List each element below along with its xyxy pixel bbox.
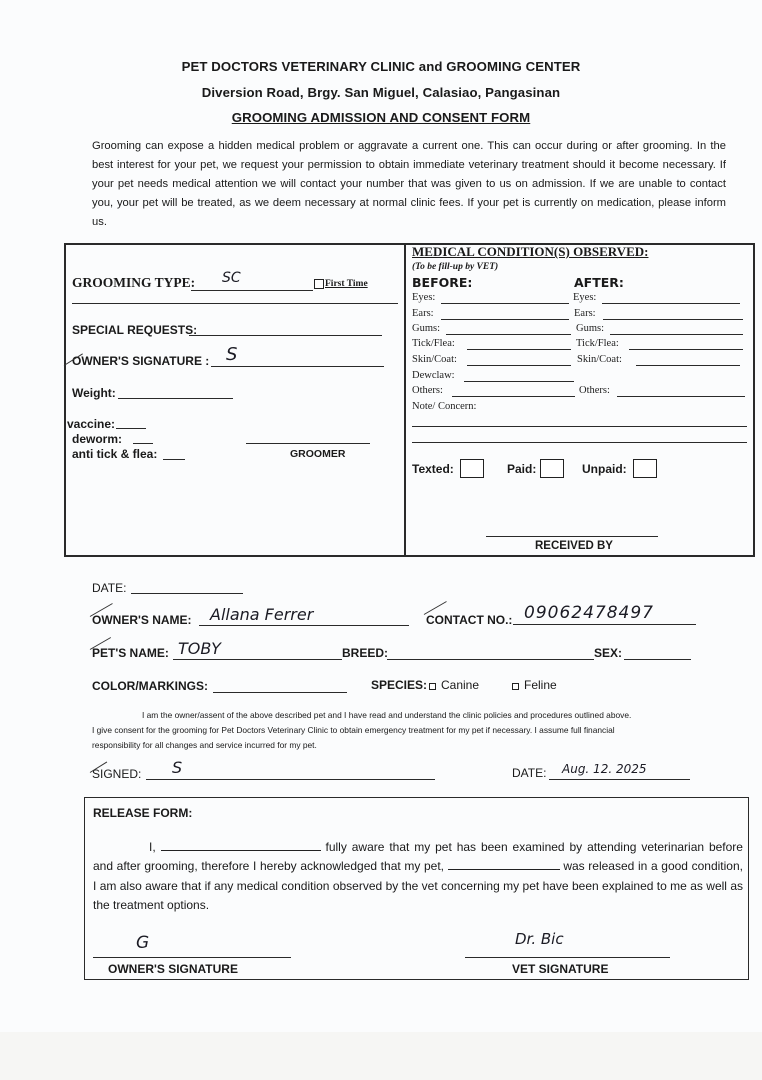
pet-name-input[interactable]: TOBY <box>178 639 221 658</box>
canine-label: Canine <box>441 678 480 692</box>
after-gums-label: Gums: <box>576 323 605 334</box>
vaccine-label: vaccine: <box>67 417 116 431</box>
consent-line-3: responsibility for all changes and service incurred for my pet. <box>92 740 317 750</box>
date-label: DATE: <box>92 581 127 595</box>
before-tickflea-label: Tick/Flea: <box>412 338 455 349</box>
release-pet-name-input[interactable] <box>448 858 560 870</box>
owner-signature-line <box>211 366 384 367</box>
consent-date-input[interactable]: Aug. 12. 2025 <box>562 762 647 776</box>
anti-tick-input[interactable] <box>163 459 185 460</box>
color-markings-input[interactable] <box>213 692 347 693</box>
clinic-name: PET DOCTORS VETERINARY CLINIC and GROOMING CENTER <box>181 59 581 74</box>
release-owner-signature-line <box>93 957 291 958</box>
signed-input[interactable]: S <box>172 758 183 777</box>
after-tickflea-input[interactable] <box>629 349 743 350</box>
after-gums-input[interactable] <box>610 334 743 335</box>
weight-label: Weight: <box>72 386 116 400</box>
before-tickflea-input[interactable] <box>467 349 571 350</box>
vet-signature-line <box>465 957 670 958</box>
species-label: SPECIES: <box>371 678 428 692</box>
before-gums-input[interactable] <box>446 334 571 335</box>
note-concern-label: Note/ Concern: <box>412 401 477 412</box>
special-requests-label: SPECIAL REQUESTS: <box>72 323 198 337</box>
release-form-text <box>93 838 743 916</box>
before-eyes-label: Eyes: <box>412 292 436 303</box>
paper-edge <box>0 1032 762 1080</box>
groomer-signature-line[interactable] <box>246 443 370 444</box>
deworm-input[interactable] <box>133 443 153 444</box>
paid-checkbox[interactable] <box>540 459 564 478</box>
owner-name-input[interactable]: Allana Ferrer <box>210 605 314 624</box>
after-skincoat-input[interactable] <box>636 365 740 366</box>
texted-checkbox[interactable] <box>460 459 484 478</box>
medical-title: MEDICAL CONDITION(S) OBSERVED: <box>412 244 649 259</box>
feline-label: Feline <box>524 678 557 692</box>
after-eyes-label: Eyes: <box>573 292 597 303</box>
grooming-type-line-2 <box>72 303 398 304</box>
sex-input[interactable] <box>624 659 691 660</box>
signed-label: SIGNED: <box>92 767 142 781</box>
texted-label: Texted: <box>412 462 454 476</box>
grooming-type-input[interactable]: SC <box>222 270 241 286</box>
note-concern-line-1[interactable] <box>412 426 747 427</box>
form-title: GROOMING ADMISSION AND CONSENT FORM <box>231 110 531 125</box>
consent-line-2: I give consent for the grooming for Pet Doctors Veterinary Clinic to obtain emergency treatment for my pet if necessary. I assume full financial <box>92 725 615 735</box>
owner-name-label: OWNER'S NAME: <box>92 613 192 627</box>
consent-date-label: DATE: <box>512 766 547 780</box>
after-others-label: Others: <box>579 385 610 396</box>
before-skincoat-input[interactable] <box>467 365 571 366</box>
vet-signature-input[interactable]: Dr. Bic <box>515 930 564 948</box>
after-label: AFTER: <box>574 275 624 290</box>
unpaid-label: Unpaid: <box>582 462 627 476</box>
groomer-label: GROOMER <box>290 448 346 460</box>
consent-date-line <box>549 779 690 780</box>
release-owner-name-input[interactable] <box>161 839 321 851</box>
box-divider <box>404 244 406 556</box>
date-input[interactable] <box>131 593 243 594</box>
pet-name-line <box>173 659 342 660</box>
contact-label: CONTACT NO.: <box>426 613 513 627</box>
pet-name-label: PET'S NAME: <box>92 646 169 660</box>
anti-tick-label: anti tick & flea: <box>72 447 158 461</box>
owner-signature-input[interactable]: S <box>226 344 238 365</box>
deworm-label: deworm: <box>72 432 123 446</box>
feline-checkbox[interactable] <box>512 683 519 690</box>
medical-subtitle: (To be fill-up by VET) <box>412 262 499 272</box>
grooming-type-line <box>191 290 313 291</box>
release-owner-signature-label: OWNER'S SIGNATURE <box>108 962 238 976</box>
before-others-label: Others: <box>412 385 443 396</box>
received-by-label: RECEIVED BY <box>535 540 613 552</box>
color-markings-label: COLOR/MARKINGS: <box>92 679 208 693</box>
received-by-line[interactable] <box>486 536 658 537</box>
before-label: BEFORE: <box>412 275 473 290</box>
first-time-checkbox[interactable] <box>314 279 324 289</box>
grooming-type-label: GROOMING TYPE: <box>72 275 196 290</box>
note-concern-line-2[interactable] <box>412 442 747 443</box>
after-ears-label: Ears: <box>574 308 596 319</box>
vaccine-input[interactable] <box>116 428 146 429</box>
release-text-part1: I, <box>149 840 156 854</box>
after-skincoat-label: Skin/Coat: <box>577 354 622 365</box>
owner-signature-label: OWNER'S SIGNATURE : <box>72 354 210 368</box>
before-gums-label: Gums: <box>412 323 441 334</box>
canine-checkbox[interactable] <box>429 683 436 690</box>
after-others-input[interactable] <box>617 396 745 397</box>
before-others-input[interactable] <box>452 396 575 397</box>
after-eyes-input[interactable] <box>602 303 740 304</box>
breed-label: BREED: <box>342 646 389 660</box>
unpaid-checkbox[interactable] <box>633 459 657 478</box>
owner-name-line <box>199 625 409 626</box>
before-dewclaw-input[interactable] <box>464 381 574 382</box>
after-ears-input[interactable] <box>603 319 743 320</box>
before-ears-input[interactable] <box>441 319 569 320</box>
sex-label: SEX: <box>594 646 623 660</box>
release-form-title: RELEASE FORM: <box>93 806 193 820</box>
contact-input[interactable]: 09062478497 <box>524 603 654 623</box>
weight-input[interactable] <box>118 398 233 399</box>
consent-line-1: I am the owner/assent of the above described pet and I have read and understand the clinic policies and procedures outlined above. <box>142 710 632 720</box>
release-text-part2: fully aware that my pet has been examined by attending veterinarian before and after grooming, therefore I hereby acknowledged that my pet, <box>93 840 743 874</box>
after-tickflea-label: Tick/Flea: <box>576 338 619 349</box>
breed-input[interactable] <box>387 659 594 660</box>
before-dewclaw-label: Dewclaw: <box>412 370 455 381</box>
first-time-label: First Time <box>325 279 368 289</box>
release-text-part3: was released in a good condition, I am also aware that if any medical condition observed by the vet concerning my pet have been explained to me as well as the treatment options. <box>93 859 743 913</box>
before-ears-label: Ears: <box>412 308 434 319</box>
clinic-address: Diversion Road, Brgy. San Miguel, Calasiao, Pangasinan <box>201 85 561 100</box>
before-skincoat-label: Skin/Coat: <box>412 354 457 365</box>
signed-line <box>146 779 435 780</box>
vet-signature-label: VET SIGNATURE <box>512 962 609 976</box>
special-requests-input[interactable] <box>189 335 382 336</box>
contact-line <box>513 624 696 625</box>
intro-paragraph: Grooming can expose a hidden medical problem or aggravate a current one. This can occur during or after grooming. In the best interest for your pet, we request your permission to obtain immediate veterinary treatment should it become necessary. If your pet needs medical attention we will contact your number that was given to us on admission. If we are unable to contact you, your pet will be treated, as we deem necessary at normal clinic fees. If your pet is currently on medication, please inform us. <box>92 140 726 229</box>
paid-label: Paid: <box>507 462 537 476</box>
release-owner-signature-input[interactable]: G <box>136 933 150 953</box>
before-eyes-input[interactable] <box>441 303 569 304</box>
